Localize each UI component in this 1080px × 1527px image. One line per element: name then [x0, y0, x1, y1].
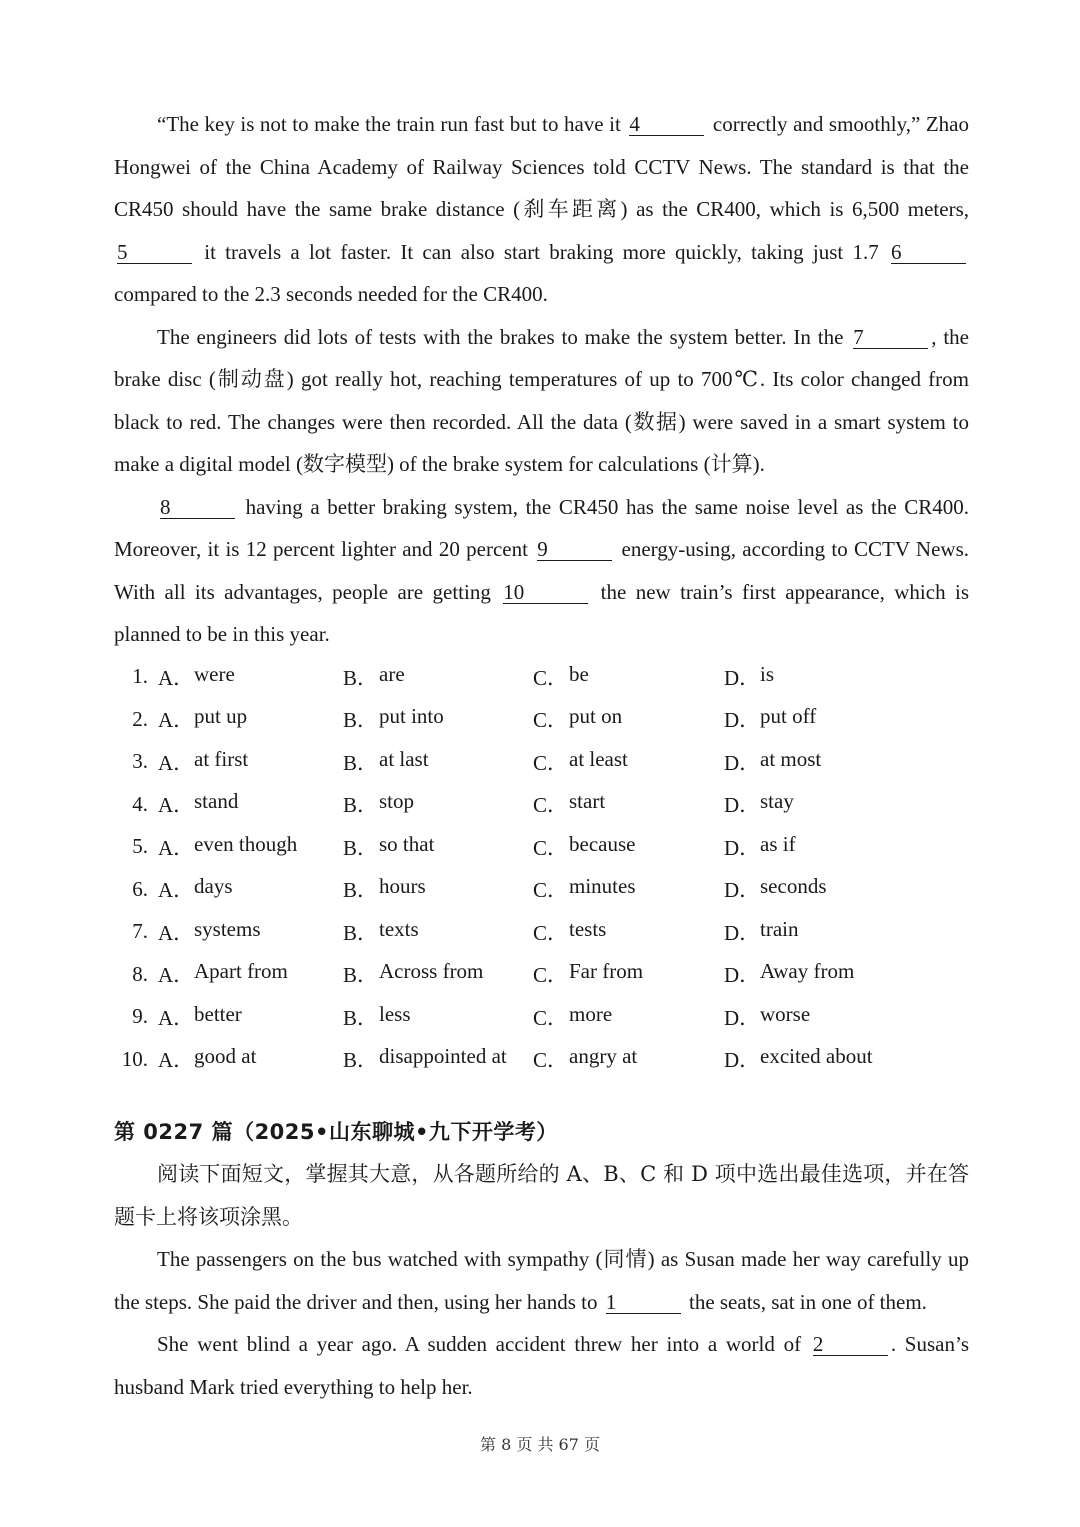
option-letter: D． — [724, 793, 761, 818]
option-b — [343, 959, 533, 989]
option-letter: B． — [343, 878, 379, 903]
option-letter: A． — [158, 793, 195, 818]
option-b — [343, 832, 533, 862]
option-letter: B． — [343, 920, 379, 945]
option-letter: B． — [343, 835, 379, 860]
option-letter: A． — [158, 920, 195, 945]
option-a — [158, 662, 343, 692]
option-a — [158, 832, 343, 862]
question-number: 10. — [121, 1046, 148, 1071]
document-page — [114, 103, 969, 1408]
option-text: less — [379, 1001, 411, 1026]
option-c — [533, 789, 724, 819]
option-row — [114, 996, 969, 1039]
answer-options — [114, 656, 969, 1081]
option-c — [533, 1002, 724, 1032]
option-letter: C． — [533, 750, 569, 775]
text-run: She went blind a year ago. A sudden accident threw her into a world of — [157, 1332, 810, 1356]
option-text: good at — [194, 1044, 257, 1069]
option-d — [724, 1044, 924, 1074]
blank-8: 8 — [160, 496, 235, 519]
text-run: . Susan’s husband Mark tried everything to help her. — [114, 1332, 969, 1399]
text-run: correctly and smoothly,” Zhao Hongwei of the China Academy of Railway Sciences told CCTV News. The standard is that the CR450 should have the same brake distance (刹车距离) as the CR400, which is 6,500 meters, — [114, 112, 969, 221]
option-a — [158, 747, 343, 777]
option-d — [724, 874, 924, 904]
option-text: is — [760, 661, 775, 686]
option-text: so that — [379, 831, 435, 856]
option-letter: B． — [343, 1048, 379, 1073]
option-letter: C． — [533, 920, 569, 945]
option-d — [724, 832, 924, 862]
option-letter: B． — [343, 750, 379, 775]
option-c — [533, 704, 724, 734]
option-c — [533, 874, 724, 904]
option-b — [343, 1002, 533, 1032]
option-d — [724, 959, 924, 989]
option-letter: D． — [724, 665, 761, 690]
option-row — [114, 1038, 969, 1081]
question-number: 7. — [132, 919, 148, 944]
text-run: The passengers on the bus watched with sympathy (同情) as Susan made her way carefully up the steps. She paid the driver and then, using her hands to — [114, 1247, 969, 1314]
option-c — [533, 662, 724, 692]
option-text: angry at — [569, 1044, 638, 1069]
option-b — [343, 704, 533, 734]
option-letter: D． — [724, 878, 761, 903]
option-text: Across from — [379, 959, 484, 984]
blank-10: 10 — [503, 581, 588, 604]
text-run: it travels a lot faster. It can also start braking more quickly, taking just 1.7 — [195, 239, 888, 264]
option-text: put on — [569, 704, 623, 729]
option-text: even though — [194, 831, 298, 856]
text-run: The engineers did lots of tests with the brakes to make the system better. In the — [157, 324, 851, 349]
blank-7: 7 — [853, 326, 928, 349]
option-d — [724, 1002, 924, 1032]
option-d — [724, 662, 924, 692]
option-text: stand — [194, 789, 239, 814]
option-letter: C． — [533, 1005, 569, 1030]
option-a — [158, 1002, 343, 1032]
blank-9: 9 — [537, 538, 612, 561]
option-a — [158, 959, 343, 989]
option-b — [343, 789, 533, 819]
option-letter: C． — [533, 1048, 569, 1073]
option-a — [158, 874, 343, 904]
option-letter: A． — [158, 963, 195, 988]
option-text: days — [194, 874, 233, 899]
page-footer: 第 8 页 共 67 页 — [480, 1435, 600, 1454]
option-letter: C． — [533, 963, 569, 988]
option-a — [158, 704, 343, 734]
question-number: 3. — [132, 749, 148, 774]
blank-4: 4 — [629, 113, 704, 136]
option-text: because — [569, 831, 636, 856]
option-b — [343, 1044, 533, 1074]
text-run: the seats, sat in one of them. — [683, 1289, 927, 1314]
question-number: 2. — [132, 706, 148, 731]
option-text: disappointed at — [379, 1044, 507, 1069]
section-title: 第 0227 篇（2025•山东聊城•九下开学考） — [114, 1119, 558, 1144]
option-d — [724, 789, 924, 819]
option-letter: A． — [158, 750, 195, 775]
option-a — [158, 789, 343, 819]
option-letter: B． — [343, 1005, 379, 1030]
option-text: Apart from — [194, 959, 288, 984]
option-b — [343, 747, 533, 777]
option-text: put into — [379, 704, 444, 729]
option-text: stay — [760, 789, 794, 814]
option-letter: D． — [724, 1005, 761, 1030]
text-run: energy-using, according to CCTV News. With all its advantages, people are getting — [114, 537, 969, 604]
passage-paragraph-1 — [114, 103, 969, 316]
option-text: Away from — [760, 959, 855, 984]
option-text: seconds — [760, 874, 827, 899]
option-letter: C． — [533, 665, 569, 690]
option-letter: D． — [724, 920, 761, 945]
option-d — [724, 747, 924, 777]
option-text: hours — [379, 874, 426, 899]
option-c — [533, 959, 724, 989]
option-text: Far from — [569, 959, 644, 984]
option-text: minutes — [569, 874, 636, 899]
text-run: “The key is not to make the train run fast but to have it — [157, 112, 627, 136]
section-instructions: 阅读下面短文，掌握其大意，从各题所给的 A、B、C 和 D 项中选出最佳选项，并在答题卡上将该项涂黑。 — [114, 1162, 969, 1229]
option-text: worse — [760, 1001, 811, 1026]
option-letter: A． — [158, 1048, 195, 1073]
option-letter: A． — [158, 708, 195, 733]
option-text: are — [379, 661, 405, 686]
option-b — [343, 874, 533, 904]
question-number: 6. — [132, 876, 148, 901]
option-b — [343, 917, 533, 947]
option-text: excited about — [760, 1044, 873, 1069]
option-c — [533, 917, 724, 947]
option-text: start — [569, 789, 606, 814]
question-number: 5. — [132, 834, 148, 859]
passage-paragraph-3 — [114, 486, 969, 656]
option-letter: D． — [724, 963, 761, 988]
option-letter: A． — [158, 665, 195, 690]
text-run: , the brake disc (制动盘) got really hot, reaching temperatures of up to 700℃. Its color changed from black to red. The changes were then recorded. All the data (数据) were saved in a smart system to make a digital model (数字模型) of the brake system for calculations (计算). — [114, 324, 969, 476]
option-row — [114, 783, 969, 826]
option-text: better — [194, 1001, 242, 1026]
option-text: be — [569, 661, 589, 686]
option-text: at first — [194, 746, 249, 771]
option-row — [114, 868, 969, 911]
option-row — [114, 911, 969, 954]
option-text: at most — [760, 746, 822, 771]
option-letter: C． — [533, 793, 569, 818]
option-letter: D． — [724, 1048, 761, 1073]
option-letter: B． — [343, 793, 379, 818]
option-text: as if — [760, 831, 796, 856]
option-letter: A． — [158, 1005, 195, 1030]
option-c — [533, 1044, 724, 1074]
question-number: 8. — [132, 961, 148, 986]
option-row — [114, 741, 969, 784]
question-number: 4. — [132, 791, 148, 816]
blank-5: 5 — [117, 241, 192, 264]
option-text: texts — [379, 916, 419, 941]
option-letter: B． — [343, 963, 379, 988]
option-text: put off — [760, 704, 817, 729]
option-row — [114, 826, 969, 869]
option-text: at least — [569, 746, 628, 771]
option-c — [533, 747, 724, 777]
option-text: were — [194, 661, 235, 686]
text-run: the new train’s first appearance, which is planned to be in this year. — [114, 579, 969, 646]
option-letter: D． — [724, 835, 761, 860]
option-text: train — [760, 916, 799, 941]
question-number: 1. — [132, 664, 148, 689]
option-row — [114, 953, 969, 996]
passage-paragraph-2 — [114, 316, 969, 486]
blank-6: 6 — [891, 241, 966, 264]
option-letter: C． — [533, 878, 569, 903]
option-text: systems — [194, 916, 261, 941]
option-text: put up — [194, 704, 248, 729]
option-letter: D． — [724, 708, 761, 733]
option-a — [158, 917, 343, 947]
passage2-paragraph-2 — [114, 1323, 969, 1408]
option-text: stop — [379, 789, 415, 814]
passage2-paragraph-1 — [114, 1238, 969, 1323]
option-text: tests — [569, 916, 607, 941]
option-letter: C． — [533, 708, 569, 733]
option-text: more — [569, 1001, 613, 1026]
option-text: at last — [379, 746, 429, 771]
option-letter: C． — [533, 835, 569, 860]
option-row — [114, 656, 969, 699]
option-c — [533, 832, 724, 862]
text-run: compared to the 2.3 seconds needed for the CR400. — [114, 282, 548, 306]
option-row — [114, 698, 969, 741]
option-letter: A． — [158, 835, 195, 860]
text-run: having a better braking system, the CR450 has the same noise level as the CR400. Moreover, it is 12 percent lighter and 20 percent — [114, 494, 969, 561]
question-number: 9. — [132, 1004, 148, 1029]
option-letter: B． — [343, 665, 379, 690]
option-a — [158, 1044, 343, 1074]
option-b — [343, 662, 533, 692]
option-d — [724, 917, 924, 947]
option-d — [724, 704, 924, 734]
option-letter: A． — [158, 878, 195, 903]
blank-2: 2 — [813, 1333, 888, 1356]
option-letter: B． — [343, 708, 379, 733]
option-letter: D． — [724, 750, 761, 775]
blank-1: 1 — [606, 1291, 681, 1314]
